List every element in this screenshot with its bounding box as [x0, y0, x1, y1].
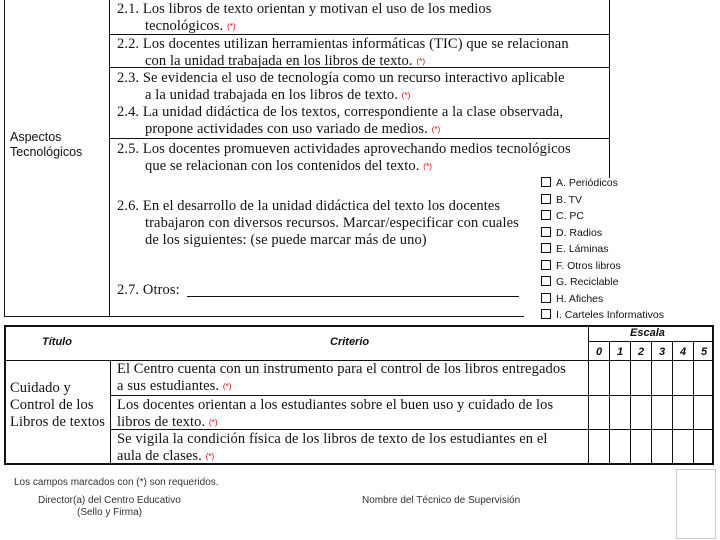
section-title: Cuidado y Control de los Libros de textos	[10, 380, 106, 430]
seal-label: (Sello y Firma)	[77, 507, 143, 518]
item-2-4: 2.4. La unidad didáctica de los textos, correspondiente a la clase observada, propone actividades con uso variado de medios. (*)	[117, 104, 564, 137]
technician-label: Nombre del Técnico de Supervisión	[362, 495, 521, 506]
checkbox-icon[interactable]	[541, 227, 551, 237]
criterion-1: El Centro cuenta con un instrumento para el control de los libros entregados a sus estudiantes. (*)	[117, 361, 566, 394]
item-2-5: 2.5. Los docentes promueven actividades aprovechando medios tecnológicos que se relacionan con los contenidos del texto. (*)	[117, 141, 571, 174]
checkbox-icon[interactable]	[541, 293, 551, 303]
scale-1: 1	[616, 346, 624, 358]
otros-input-line[interactable]	[187, 296, 519, 297]
header-escala: Escala	[630, 327, 665, 339]
criterion-3: Se vigila la condición física de los libros de texto de los estudiantes en el aula de clases. (*)	[117, 431, 548, 464]
item-2-7-label: 2.7. Otros:	[117, 282, 180, 298]
scale-4: 4	[679, 346, 687, 358]
checkbox-icon[interactable]	[541, 309, 551, 319]
item-2-6: 2.6. En el desarrollo de la unidad didáctica del texto los docentes trabajaron con diversos recursos. Marcar/especificar con cuales de los siguientes: (se puede marcar más de uno)	[117, 198, 519, 248]
scale-0: 0	[595, 346, 603, 358]
option-i[interactable]: I. Carteles Informativos	[541, 309, 664, 321]
item-2-1: 2.1. Los libros de texto orientan y motivan el uso de los medios tecnológicos. (*)	[117, 1, 492, 34]
option-e[interactable]: E. Láminas	[541, 243, 609, 255]
checkbox-icon[interactable]	[541, 276, 551, 286]
option-d[interactable]: D. Radios	[541, 227, 602, 239]
option-a[interactable]: A. Periódicos	[541, 177, 618, 189]
header-titulo: Título	[42, 336, 72, 348]
item-2-2: 2.2. Los docentes utilizan herramientas informáticas (TIC) que se relacionan con la unidad trabajada en los libros de texto. (*)	[117, 36, 569, 69]
checkbox-icon[interactable]	[541, 260, 551, 270]
option-h[interactable]: H. Afiches	[541, 293, 603, 305]
option-b[interactable]: B. TV	[541, 194, 582, 206]
required-note: Los campos marcados con (*) son requeridos.	[14, 477, 219, 488]
checkbox-icon[interactable]	[541, 243, 551, 253]
director-label: Director(a) del Centro Educativo	[38, 495, 181, 506]
checkbox-icon[interactable]	[541, 194, 551, 204]
scale-2: 2	[637, 346, 645, 358]
checkbox-icon[interactable]	[541, 210, 551, 220]
criterion-2: Los docentes orientan a los estudiantes sobre el buen uso y cuidado de los libros de texto. (*)	[117, 397, 554, 430]
option-f[interactable]: F. Otros libros	[541, 260, 621, 272]
checkbox-icon[interactable]	[541, 177, 551, 187]
option-g[interactable]: G. Reciclable	[541, 276, 618, 288]
option-c[interactable]: C. PC	[541, 210, 584, 222]
item-2-3: 2.3. Se evidencia el uso de tecnología como un recurso interactivo aplicable a la unidad trabajada en los libros de texto. (*)	[117, 70, 565, 103]
scale-3: 3	[658, 346, 666, 358]
signature-box	[676, 469, 716, 539]
aspect-label: Aspectos Tecnológicos	[10, 130, 83, 159]
header-criterio: Criterio	[330, 336, 370, 348]
scale-5: 5	[700, 346, 708, 358]
